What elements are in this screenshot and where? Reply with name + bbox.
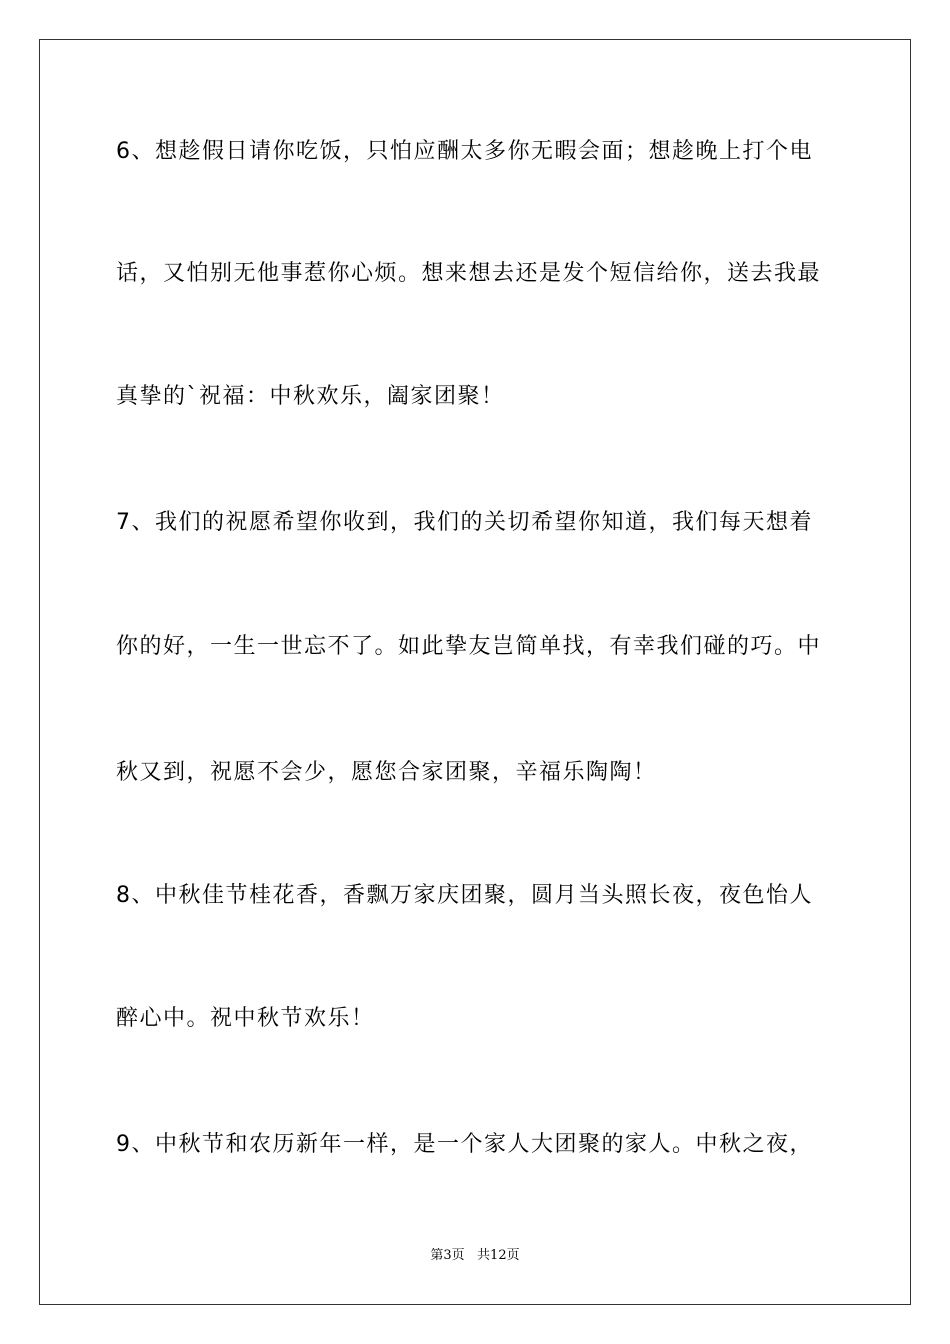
- body-text-line: 9、中秋节和农历新年一样，是一个家人大团聚的家人。中秋之夜，: [116, 1132, 813, 1157]
- body-text-line: 秋又到，祝愿不会少，愿您合家团聚，辛福乐陶陶！: [116, 760, 657, 785]
- body-text-line: 醉心中。祝中秋节欢乐！: [116, 1006, 375, 1031]
- page-border: [39, 39, 911, 1305]
- body-text-line: 6、想趁假日请你吃饭，只怕应酬太多你无暇会面；想趁晚上打个电: [116, 139, 813, 164]
- body-text-line: 7、我们的祝愿希望你收到，我们的关切希望你知道，我们每天想着: [116, 510, 813, 535]
- body-text-line: 8、中秋佳节桂花香，香飘万家庆团聚，圆月当头照长夜，夜色怡人: [116, 883, 813, 908]
- body-text-line: 你的好，一生一世忘不了。如此挚友岂简单找，有幸我们碰的巧。中: [116, 634, 822, 659]
- page-number-footer: 第3页 共12页: [430, 1248, 520, 1263]
- body-text-line: 话，又怕别无他事惹你心烦。想来想去还是发个短信给你，送去我最: [116, 261, 822, 286]
- body-text-line: 真挚的`祝福：中秋欢乐，阖家团聚！: [116, 384, 505, 409]
